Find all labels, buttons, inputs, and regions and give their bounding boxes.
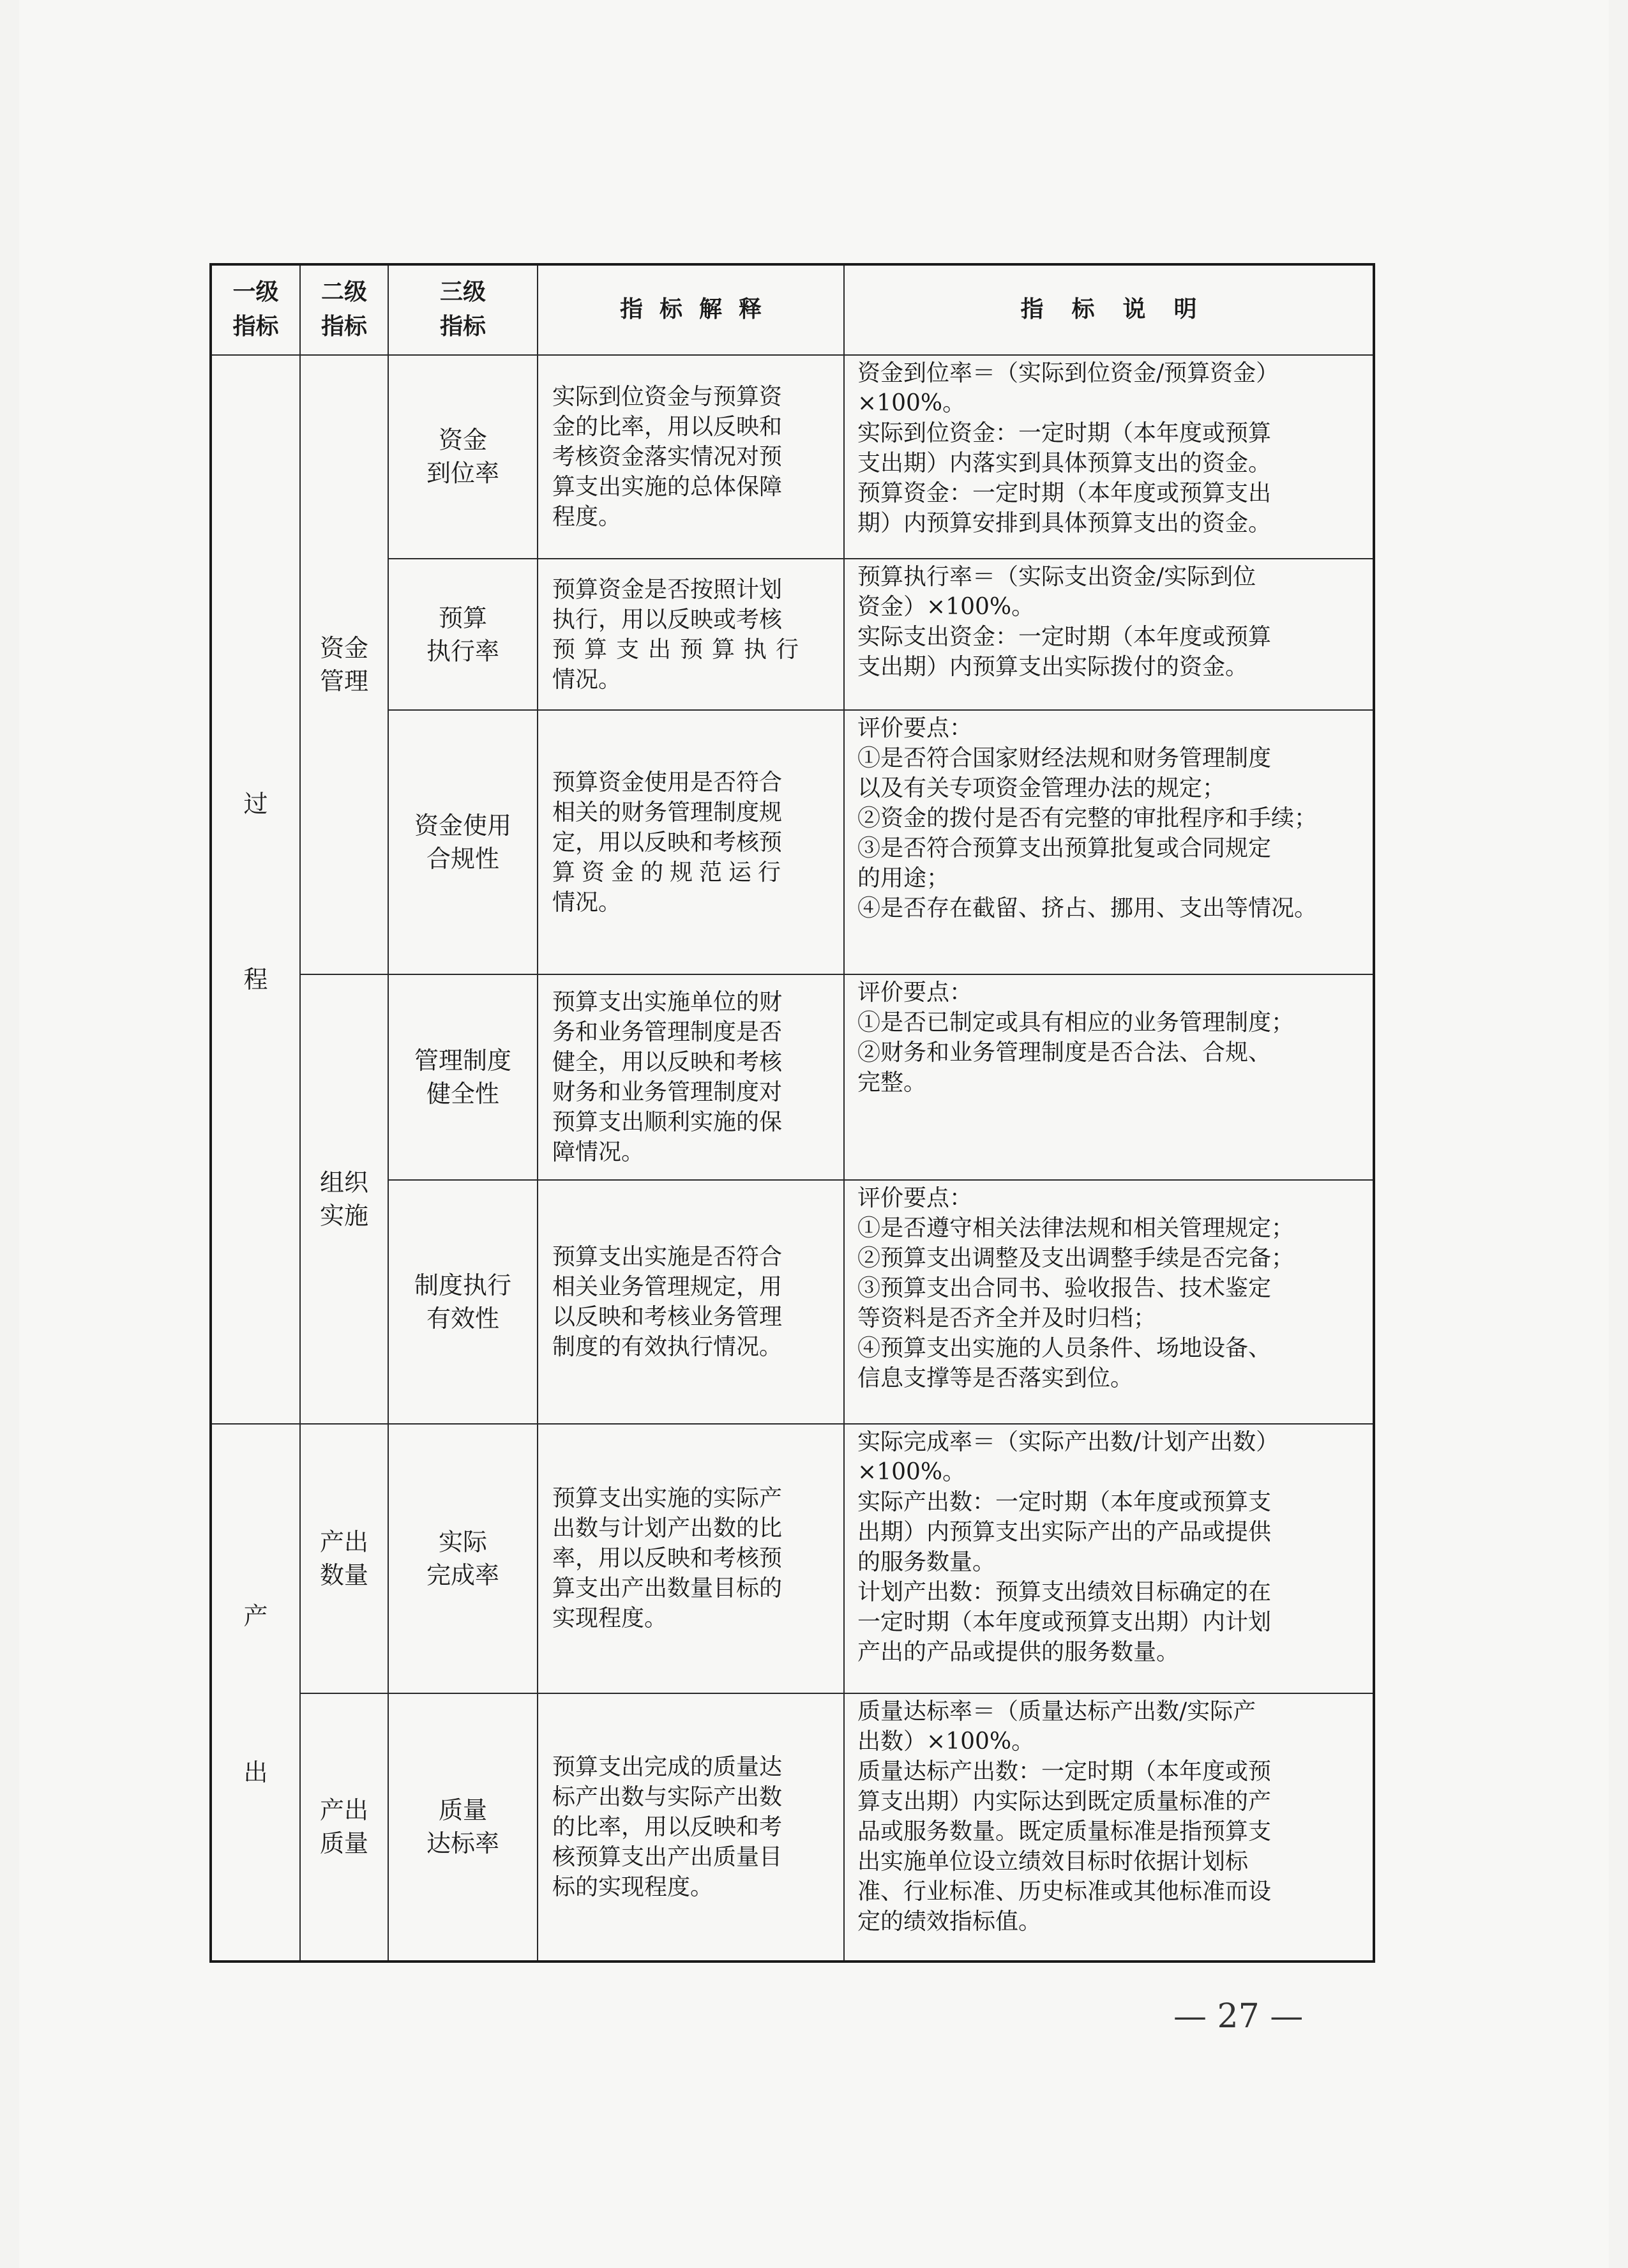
indicator-name: 实际 完成率: [388, 1424, 538, 1693]
indicator-name: 资金使用 合规性: [388, 710, 538, 974]
indicator-explanation: 预算支出实施的实际产 出数与计划产出数的比 率，用以反映和考核预 算支出产出数量目标的 实现程度。: [538, 1424, 844, 1693]
indicator-table: [209, 263, 1375, 1963]
header-lv1: 一级 指标: [211, 264, 300, 355]
header-description: 指标说明: [844, 264, 1374, 355]
table-header-row: [211, 264, 1374, 355]
header-lv2: 二级 指标: [300, 264, 388, 355]
table-row: [211, 974, 1374, 1180]
indicator-description: 预算执行率＝（实际支出资金/实际到位 资金）×100%。 实际支出资金：一定时期（本年度或预算 支出期）内预算支出实际拨付的资金。: [844, 559, 1374, 710]
subgroup-org-implementation: 组织 实施: [300, 974, 388, 1423]
group-process: 过 程: [211, 355, 300, 1424]
group-output: 产 出: [211, 1424, 300, 1962]
subgroup-fund-management: 资金 管理: [300, 355, 388, 975]
header-explanation: 指标解释: [538, 264, 844, 355]
table-row: [211, 1693, 1374, 1962]
indicator-explanation: 预算资金使用是否符合 相关的财务管理制度规 定，用以反映和考核预 算资金的规范运行 情况。: [538, 710, 844, 974]
indicator-description: 评价要点： ①是否已制定或具有相应的业务管理制度； ②财务和业务管理制度是否合法、合规、 完整。: [844, 974, 1374, 1180]
indicator-name: 制度执行 有效性: [388, 1180, 538, 1424]
table-row: [211, 1424, 1374, 1693]
indicator-description: 实际完成率＝（实际产出数/计划产出数） ×100%。 实际产出数：一定时期（本年度或预算支 出期）内预算支出实际产出的产品或提供 的服务数量。 计划产出数：预算支出绩效目标确定的在 一定时期（本年度或预算支出期）内计划 产出的产品或提供的服务数量。: [844, 1424, 1374, 1693]
indicator-name: 管理制度 健全性: [388, 974, 538, 1180]
indicator-explanation: 实际到位资金与预算资 金的比率，用以反映和 考核资金落实情况对预 算支出实施的总体保障 程度。: [538, 355, 844, 559]
indicator-description: 评价要点： ①是否遵守相关法律法规和相关管理规定； ②预算支出调整及支出调整手续是否完备； ③预算支出合同书、验收报告、技术鉴定 等资料是否齐全并及时归档； ④预算支出实施的人员条件、场地设备、 信息支撑等是否落实到位。: [844, 1180, 1374, 1424]
indicator-name: 预算 执行率: [388, 559, 538, 710]
indicator-name: 资金 到位率: [388, 355, 538, 559]
page-number: — 27 —: [1173, 1997, 1304, 2036]
indicator-description: 质量达标率＝（质量达标产出数/实际产 出数）×100%。 质量达标产出数：一定时期（本年度或预 算支出期）内实际达到既定质量标准的产 品或服务数量。既定质量标准是指预算支 出实施单位设立绩效目标时依据计划标 准、行业标准、历史标准或其他标准而设 定的绩效指标值。: [844, 1693, 1374, 1962]
indicator-explanation: 预算支出实施是否符合 相关业务管理规定，用 以反映和考核业务管理 制度的有效执行情况。: [538, 1180, 844, 1424]
indicator-explanation: 预算支出实施单位的财 务和业务管理制度是否 健全，用以反映和考核 财务和业务管理制度对 预算支出顺利实施的保 障情况。: [538, 974, 844, 1180]
subgroup-output-quality: 产出 质量: [300, 1693, 388, 1962]
indicator-explanation: 预算资金是否按照计划 执行，用以反映或考核 预算支出预算执行 情况。: [538, 559, 844, 710]
header-lv3: 三级 指标: [388, 264, 538, 355]
indicator-description: 评价要点： ①是否符合国家财经法规和财务管理制度 以及有关专项资金管理办法的规定； ②资金的拨付是否有完整的审批程序和手续； ③是否符合预算支出预算批复或合同规定 的用途； ④是否存在截留、挤占、挪用、支出等情况。: [844, 710, 1374, 974]
indicator-explanation: 预算支出完成的质量达 标产出数与实际产出数 的比率，用以反映和考 核预算支出产出质量目 标的实现程度。: [538, 1693, 844, 1962]
subgroup-output-quantity: 产出 数量: [300, 1424, 388, 1693]
indicator-description: 资金到位率＝（实际到位资金/预算资金） ×100%。 实际到位资金：一定时期（本年度或预算 支出期）内落实到具体预算支出的资金。 预算资金：一定时期（本年度或预算支出 期）内预算安排到具体预算支出的资金。: [844, 355, 1374, 559]
table-row: [211, 355, 1374, 559]
indicator-name: 质量 达标率: [388, 1693, 538, 1962]
